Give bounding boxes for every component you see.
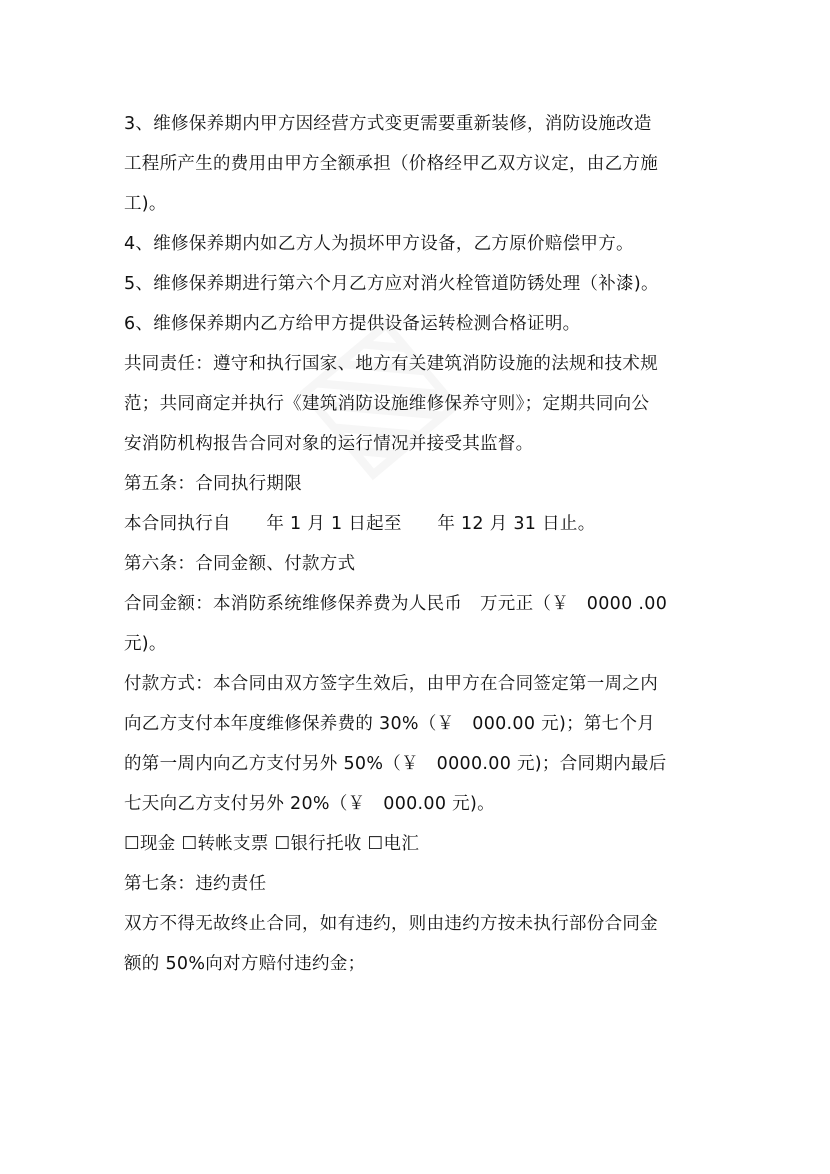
text-line: 七天向乙方支付另外 20%（￥ 000.00 元)。	[124, 794, 495, 814]
clause-3	[124, 104, 714, 224]
text-line: 3、维修保养期内甲方因经营方式变更需要重新装修，消防设施改造	[124, 114, 652, 134]
clause-5	[124, 264, 714, 304]
text-line: 工)。	[124, 194, 167, 214]
text-line: 付款方式：本合同由双方签字生效后，由甲方在合同签定第一周之内	[124, 674, 658, 694]
payment-options	[124, 824, 714, 864]
document-body	[124, 104, 714, 984]
text-line: 合同金额：本消防系统维修保养费为人民币 万元正（￥ 0000 .00	[124, 594, 668, 614]
joint-responsibility	[124, 344, 714, 464]
article-7-heading	[124, 864, 714, 904]
text-line: 向乙方支付本年度维修保养费的 30%（￥ 000.00 元)；第七个月	[124, 714, 656, 734]
section-heading: 第六条：合同金额、付款方式	[124, 554, 356, 574]
text-line: 双方不得无故终止合同，如有违约，则由违约方按未执行部份合同金	[124, 914, 658, 934]
contract-period	[124, 504, 714, 544]
contract-amount	[124, 584, 714, 664]
text-line: 安消防机构报告合同对象的运行情况并接受其监督。	[124, 434, 534, 454]
checkbox-options: ☐现金 ☐转帐支票 ☐银行托收 ☐电汇	[124, 834, 420, 854]
text-line: 5、维修保养期进行第六个月乙方应对消火栓管道防锈处理（补漆)。	[124, 274, 659, 294]
section-heading: 第七条：违约责任	[124, 874, 267, 894]
text-line: 元)。	[124, 634, 167, 654]
section-heading: 第五条：合同执行期限	[124, 474, 302, 494]
text-line: 额的 50%向对方赔付违约金；	[124, 954, 366, 974]
article-5-heading	[124, 464, 714, 504]
text-line: 本合同执行自 年 1 月 1 日起至 年 12 月 31 日止。	[124, 514, 596, 534]
clause-4	[124, 224, 714, 264]
payment-method	[124, 664, 714, 824]
text-line: 4、维修保养期内如乙方人为损坏甲方设备，乙方原价赔偿甲方。	[124, 234, 634, 254]
clause-6	[124, 304, 714, 344]
text-line: 共同责任：遵守和执行国家、地方有关建筑消防设施的法规和技术规	[124, 354, 658, 374]
text-line: 6、维修保养期内乙方给甲方提供设备运转检测合格证明。	[124, 314, 581, 334]
text-line: 的第一周内向乙方支付另外 50%（￥ 0000.00 元)；合同期内最后	[124, 754, 667, 774]
text-line: 工程所产生的费用由甲方全额承担（价格经甲乙双方议定，由乙方施	[124, 154, 658, 174]
breach-liability	[124, 904, 714, 984]
article-6-heading	[124, 544, 714, 584]
text-line: 范；共同商定并执行《建筑消防设施维修保养守则》；定期共同向公	[124, 394, 650, 414]
